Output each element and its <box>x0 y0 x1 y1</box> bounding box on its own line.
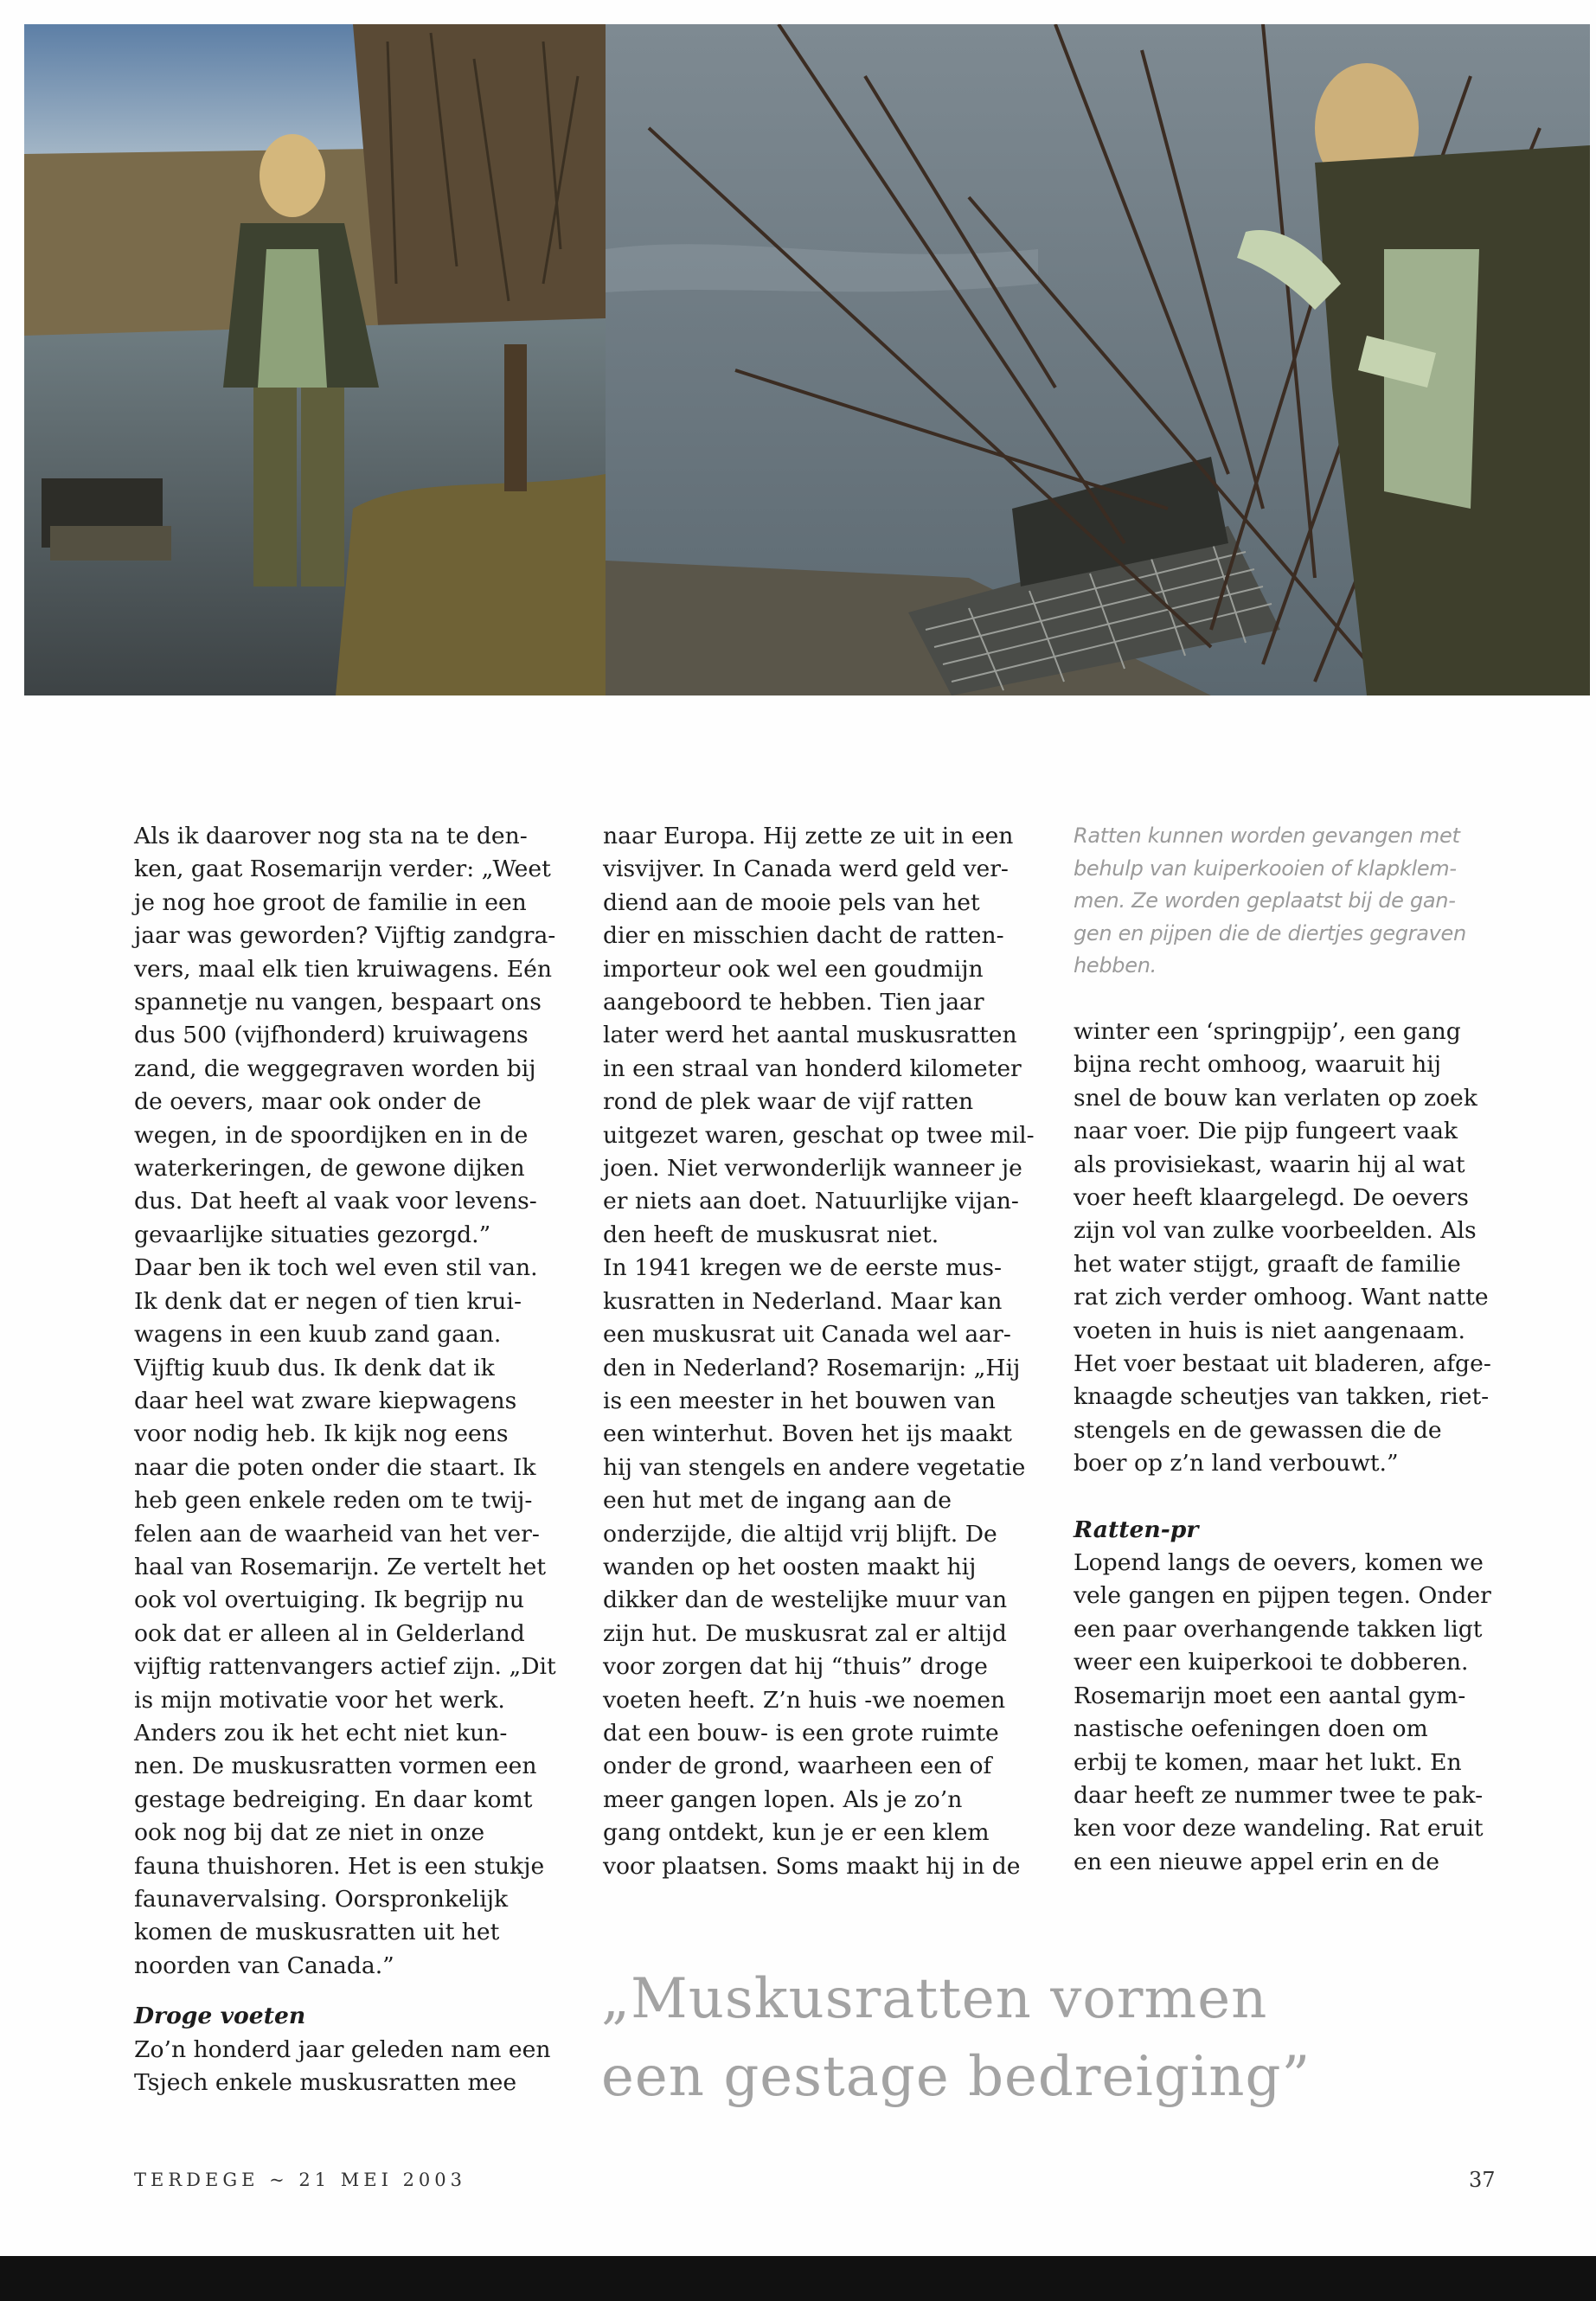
page-number: 37 <box>1469 2168 1496 2192</box>
body-text-col1-cont: Zo’n honderd jaar geleden nam een Tsjech enkele muskusratten mee <box>134 2035 551 2097</box>
column-1 <box>134 820 571 2099</box>
photo-woman-in-water <box>24 24 606 695</box>
pull-quote: „Muskusratten vormen een gestage bedreiging” <box>601 1967 1311 2109</box>
body-text-col3: winter een ‘springpijp’, een gang bijna recht omhoog, waaruit hij snel de bouw kan verlaten op zoek naar voer. Die pijp fungeert vaak als provisiekast, waarin hij al wat voer heeft klaargelegd. De oevers zijn vol van zulke voorbeelden. Als het water stijgt, graaft de familie rat zich verder omhoog. Want natte voeten in huis is niet aangenaam. Het voer bestaat uit bladeren, afge- knaagde scheutjes van takken, riet- stengels en de gewassen die de boer op z’n land verbouwt.” <box>1074 1017 1491 1477</box>
column-3 <box>1074 820 1523 1879</box>
column-2 <box>603 820 1046 1883</box>
subheading-droge-voeten: Droge voeten <box>134 2003 306 2030</box>
photo-woman-with-trap <box>606 24 1590 695</box>
footer-publication: TERDEGE ~ 21 MEI 2003 <box>134 2170 467 2190</box>
subheading-ratten-pr: Ratten-pr <box>1074 1516 1199 1543</box>
body-text-col2: naar Europa. Hij zette ze uit in een visvijver. In Canada werd geld ver- diend aan de mooie pels van het dier en misschien dacht de ratten- importeur ook wel een goudmijn aangeboord te hebben. Tien jaar later werd het aantal muskusratten in een straal van honderd kilometer rond de plek waar de vijf ratten uitgezet waren, geschat op twee mil- joen. Niet verwonderlijk wanneer je er niets aan doet. Natuurlijke vijan- den heeft de muskusrat niet. In 1941 kregen we de eerste mus- kusratten in Nederland. Maar kan een muskusrat uit Canada wel aar- den in Nederland? Rosemarijn: „Hij is een meester in het bouwen van een winterhut. Boven het ijs maakt hij van stengels en andere vegetatie een hut met de ingang aan de onderzijde, die altijd vrij blijft. De wanden op het oosten maakt hij dikker dan de westelijke muur van zijn hut. De muskusrat zal er altijd voor zorgen dat hij “thuis” droge voeten heeft. Z’n huis -we noemen dat een bouw- is een grote ruimte onder de grond, waarheen een of meer gangen lopen. Als je zo’n gang ontdekt, kun je er een klem voor plaatsen. Soms maakt hij in de <box>603 823 1035 1880</box>
body-text-col3-cont: Lopend langs de oevers, komen we vele gangen en pijpen tegen. Onder een paar overhangende takken ligt weer een kuiperkooi te dobberen. Rosemarijn moet een aantal gym- nastische oefeningen doen om erbij te komen, maar het lukt. En daar heeft ze nummer twee te pak- ken voor deze wandeling. Rat eruit en een nieuwe appel erin en de <box>1074 1549 1491 1875</box>
scan-bottom-edge <box>0 2256 1596 2301</box>
photo-caption: Ratten kunnen worden gevangen met behulp van kuiperkooien of klapklem- men. Ze worden geplaatst bij de gan- gen en pijpen die de diertjes gegraven hebben. <box>1074 824 1466 978</box>
body-text-col1: Als ik daarover nog sta na te den- ken, gaat Rosemarijn verder: „Weet je nog hoe groot de familie in een jaar was geworden? Vijftig zandgra- vers, maal elk tien kruiwagens. Eén spannetje nu vangen, bespaart ons dus 500 (vijfhonderd) kruiwagens zand, die weggegraven worden bij de oevers, maar ook onder de wegen, in de spoordijken en in de waterkeringen, de gewone dijken dus. Dat heeft al vaak voor levens- gevaarlijke situaties gezorgd.” Daar ben ik toch wel even stil van. Ik denk dat er negen of tien krui- wagens in een kuub zand gaan. Vijftig kuub dus. Ik denk dat ik daar heel wat zware kiepwagens voor nodig heb. Ik kijk nog eens naar die poten onder die staart. Ik heb geen enkele reden om te twij- felen aan de waarheid van het ver- haal van Rosemarijn. Ze vertelt het ook vol overtuiging. Ik begrijp nu ook dat er alleen al in Gelderland vijftig rattenvangers actief zijn. „Dit is mijn motivatie voor het werk. Anders zou ik het echt niet kun- nen. De muskusratten vormen een gestage bedreiging. En daar komt ook nog bij dat ze niet in onze fauna thuishoren. Het is een stukje faunavervalsing. Oorspronkelijk komen de muskusratten uit het noorden van Canada.” <box>134 823 556 1979</box>
